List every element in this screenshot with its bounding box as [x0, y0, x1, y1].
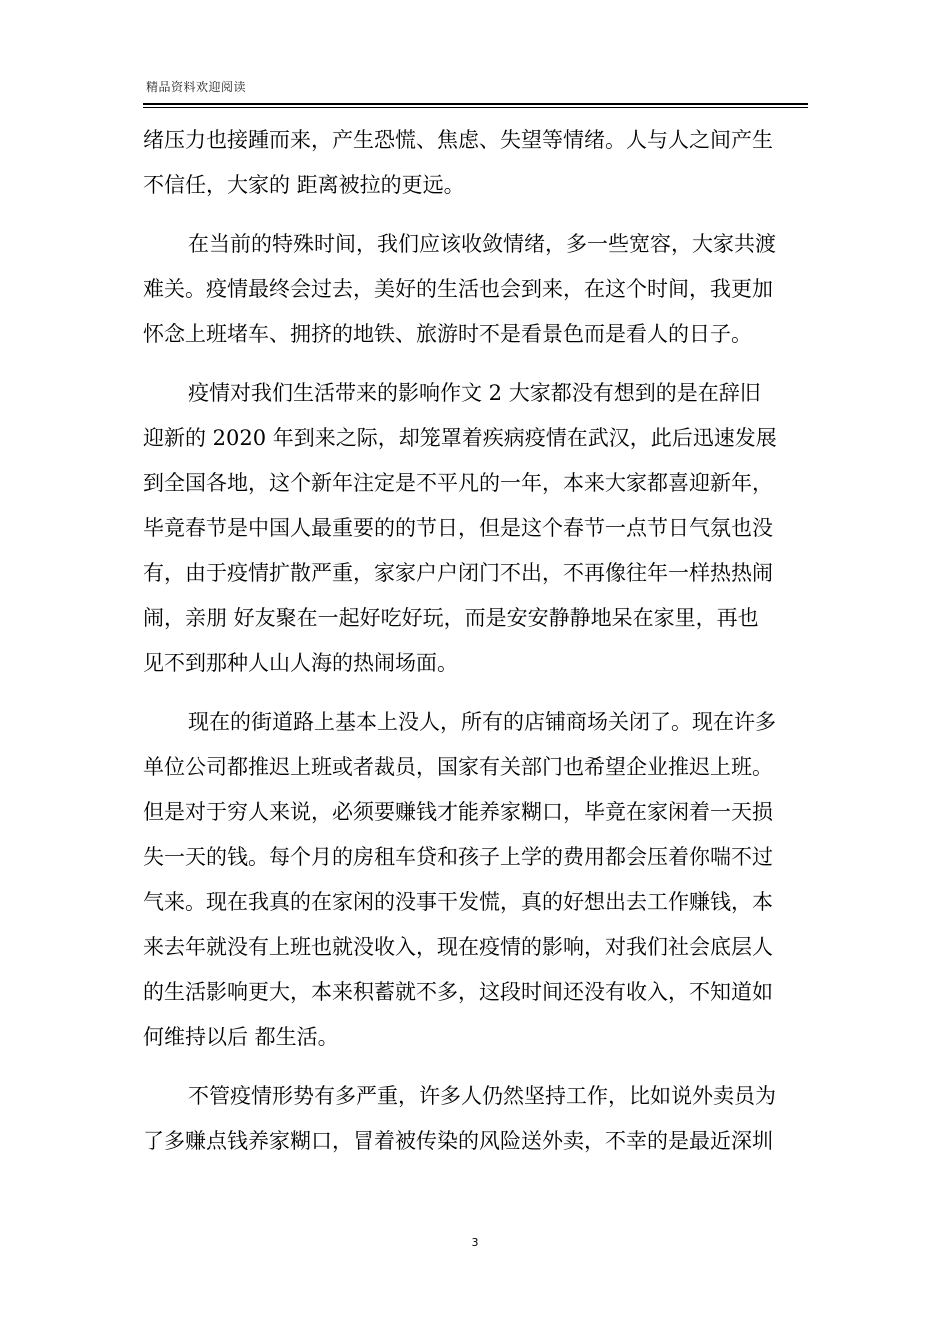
- text-line: 有，由于疫情扩散严重，家家户户闭门不出，不再像往年一样热热闹: [143, 561, 773, 585]
- text-line: 见不到那种人山人海的热闹场面。: [143, 651, 458, 675]
- text-line: 不管疫情形势有多严重，许多人仍然坚持工作，比如说外卖员为: [188, 1084, 776, 1108]
- text-line: 现在的街道路上基本上没人，所有的店铺商场关闭了。现在许多: [188, 710, 776, 734]
- text-line: 闹，亲朋 好友聚在一起好吃好玩，而是安安静静地呆在家里，再也: [143, 606, 759, 630]
- paragraph: [143, 700, 808, 1060]
- text-line: 气来。现在我真的在家闲的没事干发慌，真的好想出去工作赚钱，本: [143, 890, 773, 914]
- text-line: 的生活影响更大，本来积蓄就不多，这段时间还没有收入，不知道如: [143, 980, 773, 1004]
- page-number: 3: [471, 1236, 479, 1249]
- paragraph: [143, 1074, 808, 1164]
- text-line: 不信任，大家的 距离被拉的更远。: [143, 173, 465, 197]
- text-line: 怀念上班堵车、拥挤的地铁、旅游时不是看景色而是看人的日子。: [143, 322, 752, 346]
- text-line: 何维持以后 都生活。: [143, 1025, 339, 1049]
- header-divider: [143, 103, 808, 108]
- text-line: 绪压力也接踵而来，产生恐慌、焦虑、失望等情绪。人与人之间产生: [143, 128, 773, 152]
- text-line: 毕竟春节是中国人最重要的的节日，但是这个春节一点节日气氛也没: [143, 516, 773, 540]
- paragraph: [143, 118, 808, 208]
- text-line: 来去年就没有上班也就没收入，现在疫情的影响，对我们社会底层人: [143, 935, 773, 959]
- text-line: 失一天的钱。每个月的房租车贷和孩子上学的费用都会压着你喘不过: [143, 845, 773, 869]
- text-line: 了多赚点钱养家糊口，冒着被传染的风险送外卖，不幸的是最近深圳: [143, 1129, 773, 1153]
- text-line: 但是对于穷人来说，必须要赚钱才能养家糊口，毕竟在家闲着一天损: [143, 800, 773, 824]
- text-line: 到全国各地，这个新年注定是不平凡的一年，本来大家都喜迎新年，: [143, 471, 773, 495]
- paragraph: [143, 222, 808, 357]
- document-body: [143, 118, 808, 1164]
- text-line: 在当前的特殊时间，我们应该收敛情绪，多一些宽容，大家共渡: [188, 232, 776, 256]
- text-line: 疫情对我们生活带来的影响作文 2 大家都没有想到的是在辞旧: [188, 381, 761, 405]
- paragraph: [143, 371, 808, 686]
- text-line: 单位公司都推迟上班或者裁员，国家有关部门也希望企业推迟上班。: [143, 755, 773, 779]
- text-line: 迎新的 2020 年到来之际，却笼罩着疾病疫情在武汉，此后迅速发展: [143, 426, 777, 450]
- text-line: 难关。疫情最终会过去，美好的生活也会到来，在这个时间，我更加: [143, 277, 773, 301]
- page-header: 精品资料欢迎阅读: [146, 80, 247, 94]
